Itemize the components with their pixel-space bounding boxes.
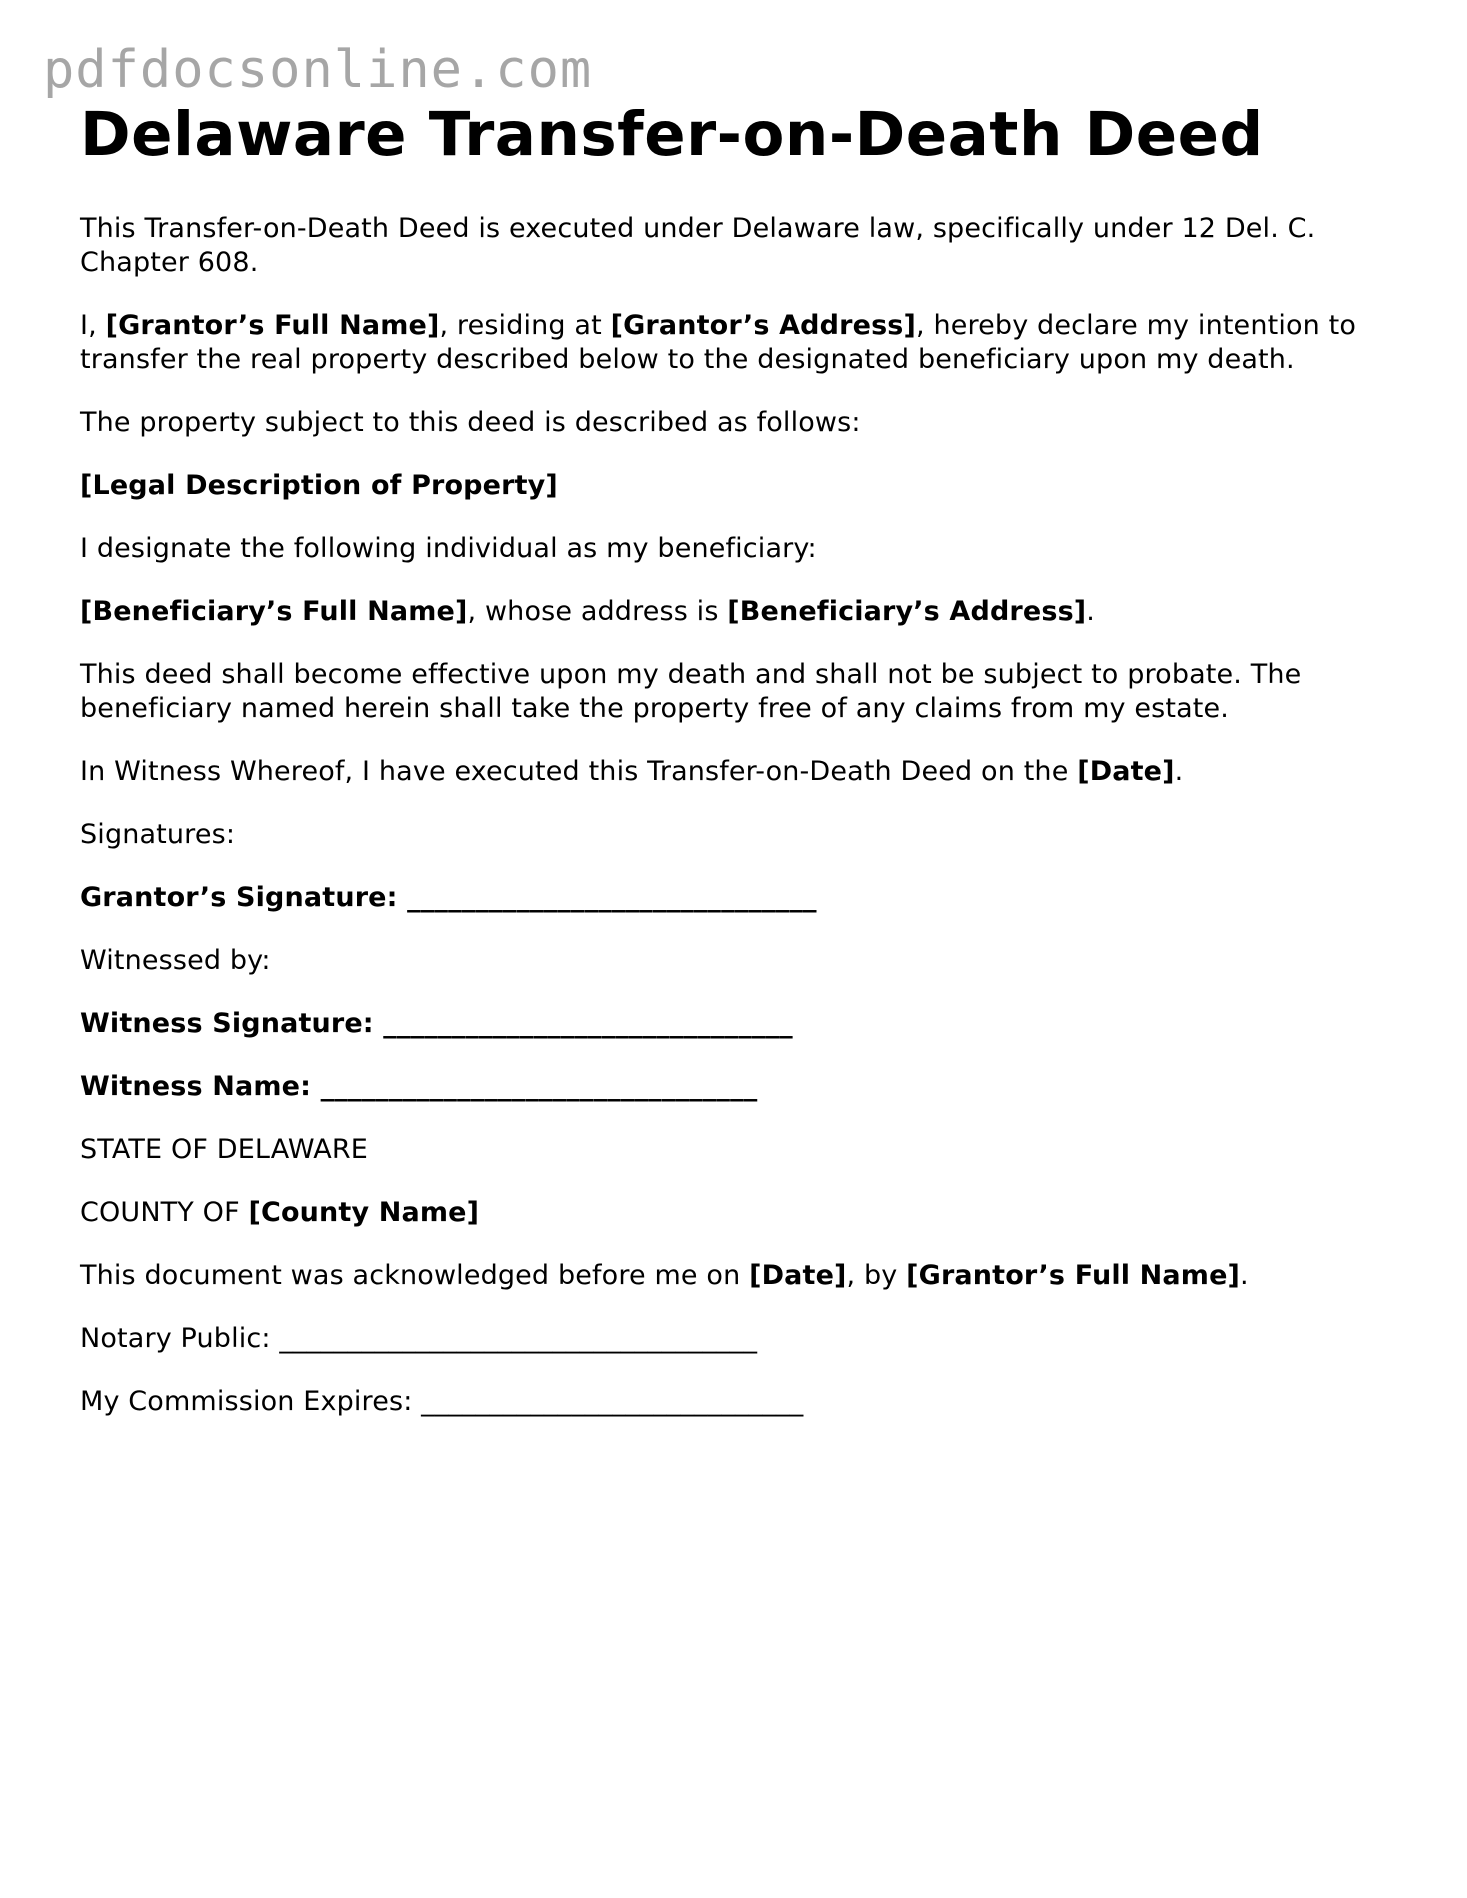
effect-paragraph: This deed shall become effective upon my death and shall not be subject to probate. The beneficiary named herein shall take the property free of any claims from my estate.	[80, 659, 1302, 725]
witness-whereof-end: .	[1174, 756, 1184, 788]
document-body	[80, 100, 1400, 1448]
county-name-placeholder: [County Name]	[248, 1197, 480, 1229]
county-line	[80, 1196, 1400, 1230]
commission-expires-line[interactable]: My Commission Expires: ____________________________	[80, 1386, 804, 1418]
acknowledgment-by: , by	[846, 1260, 907, 1292]
grantor-name-placeholder: [Grantor’s Full Name]	[105, 310, 440, 342]
execution-date-placeholder: [Date]	[1077, 756, 1175, 788]
intro-paragraph: This Transfer-on-Death Deed is executed under Delaware law, specifically under 12 Del. C. Chapter 608.	[80, 213, 1316, 279]
declaration-rest: , hereby declare my intention to transfer the real property described below to the designated beneficiary upon my death.	[80, 310, 1357, 376]
witness-signature-label: Witness Signature: ______________________________	[80, 1008, 793, 1040]
watermark: pdfdocsonline.com	[43, 40, 593, 100]
acknowledgment-text: This document was acknowledged before me on	[80, 1260, 750, 1292]
grantor-signature-line[interactable]	[80, 881, 1400, 915]
acknowledgment-end: .	[1240, 1260, 1249, 1292]
witness-whereof-paragraph	[80, 755, 1400, 789]
witness-signature-line[interactable]	[80, 1007, 1400, 1041]
property-intro: The property subject to this deed is described as follows:	[80, 407, 861, 439]
legal-description-paragraph	[80, 469, 1400, 503]
witness-name-label: Witness Name: ________________________________	[80, 1071, 758, 1103]
beneficiary-name-placeholder: [Beneficiary’s Full Name]	[80, 596, 468, 628]
witness-name-line[interactable]	[80, 1070, 1400, 1104]
declaration-prefix: I,	[80, 310, 106, 342]
witness-whereof-text: In Witness Whereof, I have executed this Transfer-on-Death Deed on the	[80, 756, 1078, 788]
grantor-signature-label: Grantor’s Signature: ______________________________	[80, 882, 817, 914]
beneficiary-intro: I designate the following individual as my beneficiary:	[80, 533, 817, 565]
beneficiary-address-placeholder: [Beneficiary’s Address]	[727, 596, 1087, 628]
notary-public-line[interactable]: Notary Public: ___________________________________	[80, 1323, 758, 1355]
signatures-label: Signatures:	[80, 819, 236, 851]
acknowledgment-paragraph	[80, 1259, 1400, 1293]
declaration-residing: , residing at	[439, 310, 611, 342]
beneficiary-end: .	[1086, 596, 1096, 628]
acknowledgment-grantor-placeholder: [Grantor’s Full Name]	[906, 1260, 1241, 1292]
declaration-paragraph	[80, 309, 1400, 377]
document-title: Delaware Transfer-on-Death Deed	[80, 99, 1264, 170]
beneficiary-middle: , whose address is	[467, 596, 728, 628]
state-line: STATE OF DELAWARE	[80, 1134, 368, 1166]
witnessed-by-label: Witnessed by:	[80, 945, 271, 977]
beneficiary-paragraph	[80, 595, 1400, 629]
acknowledgment-date-placeholder: [Date]	[749, 1260, 847, 1292]
grantor-address-placeholder: [Grantor’s Address]	[610, 310, 916, 342]
legal-description-placeholder: [Legal Description of Property]	[80, 470, 558, 502]
county-label: COUNTY OF	[80, 1197, 249, 1229]
